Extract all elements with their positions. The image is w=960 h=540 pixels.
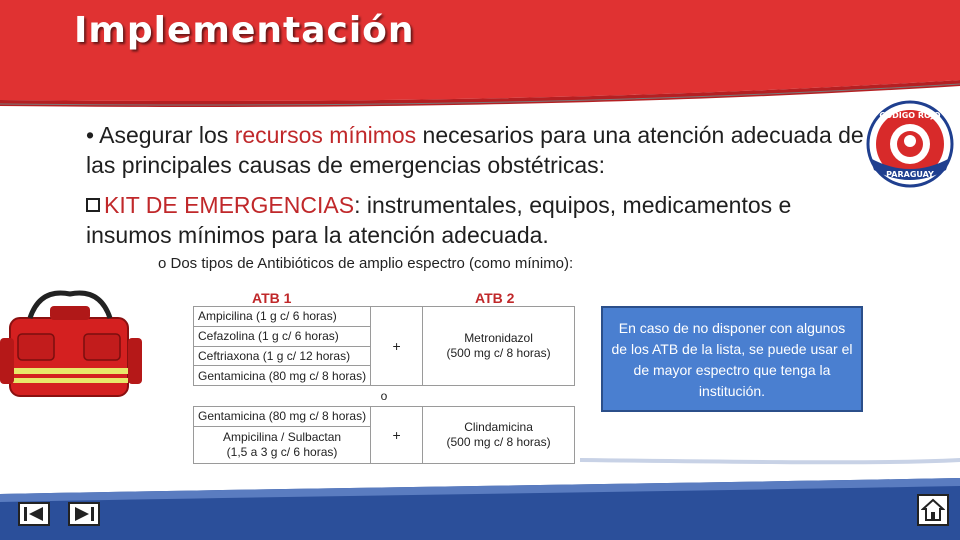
- plus-sign-1: +: [371, 307, 423, 386]
- footer-band: [0, 458, 960, 540]
- bullet2-suffix: : instrumentales, equipos, medicamentos e insumos mínimos para la atención adecuada.: [86, 192, 792, 248]
- logo-top-text: CÓDIGO ROJO: [879, 111, 941, 120]
- bullet1-suffix: necesarios para una atención adecuada de las principales causas de emergencias obstétricas:: [86, 122, 864, 178]
- next-slide-button[interactable]: [68, 502, 100, 526]
- atb2-drug-1-name: Metronidazol: [464, 331, 533, 345]
- antibiotic-table: [193, 306, 575, 464]
- atb1-drug-4: Gentamicina (80 mg c/ 8 horas): [194, 366, 371, 386]
- atb2-drug-2-dose: (500 mg c/ 8 horas): [446, 434, 551, 449]
- bullet-kit: [86, 190, 876, 250]
- checkbox-bullet-icon: [86, 198, 100, 212]
- table-row-or: [194, 386, 575, 407]
- plus-sign-2: +: [371, 406, 423, 463]
- skip-forward-icon: [72, 506, 96, 522]
- atb2-drug-1-dose: (500 mg c/ 8 horas): [446, 346, 551, 360]
- atb1-drug-6-name: Ampicilina / Sulbactan: [223, 429, 342, 444]
- previous-slide-button[interactable]: [18, 502, 50, 526]
- logo-bottom-text: PARAGUAY: [886, 170, 934, 179]
- atb1-label: ATB 1: [252, 290, 292, 306]
- atb1-drug-3: Ceftriaxona (1 g c/ 12 horas): [194, 346, 371, 366]
- or-label: o: [194, 386, 575, 407]
- atb2-label: ATB 2: [475, 290, 515, 306]
- bullet-recursos: [86, 120, 866, 180]
- atb1-drug-5: Gentamicina (80 mg c/ 8 horas): [194, 406, 371, 426]
- home-button[interactable]: [917, 494, 949, 526]
- atb2-drug-metronidazol: [423, 307, 575, 386]
- table-row: [194, 406, 575, 426]
- atb1-drug-2: Cefazolina (1 g c/ 6 horas): [194, 326, 371, 346]
- bullet2-highlight: KIT DE EMERGENCIAS: [104, 192, 355, 218]
- note-box: En caso de no disponer con algunos de los ATB de la lista, se puede usar el de mayor espectro que tenga la institución.: [601, 306, 863, 412]
- atb1-drug-1: Ampicilina (1 g c/ 6 horas): [194, 307, 371, 327]
- skip-back-icon: [22, 506, 46, 522]
- emergency-bag-image: [0, 288, 150, 408]
- atb2-drug-clindamicina: [423, 406, 575, 463]
- home-icon: [921, 498, 945, 522]
- table-row: [194, 307, 575, 327]
- slide-title: Implementación: [74, 10, 415, 51]
- bullet1-highlight: recursos mínimos: [234, 122, 417, 148]
- bullet1-prefix: • Asegurar los: [86, 122, 235, 148]
- atb1-drug-6-dose: (1,5 a 3 g c/ 6 horas): [226, 444, 338, 459]
- codigo-rojo-logo: [866, 100, 954, 188]
- sub-bullet-antibioticos: o Dos tipos de Antibióticos de amplio espectro (como mínimo):: [158, 255, 574, 272]
- atb2-drug-2-name: Clindamicina: [464, 419, 533, 434]
